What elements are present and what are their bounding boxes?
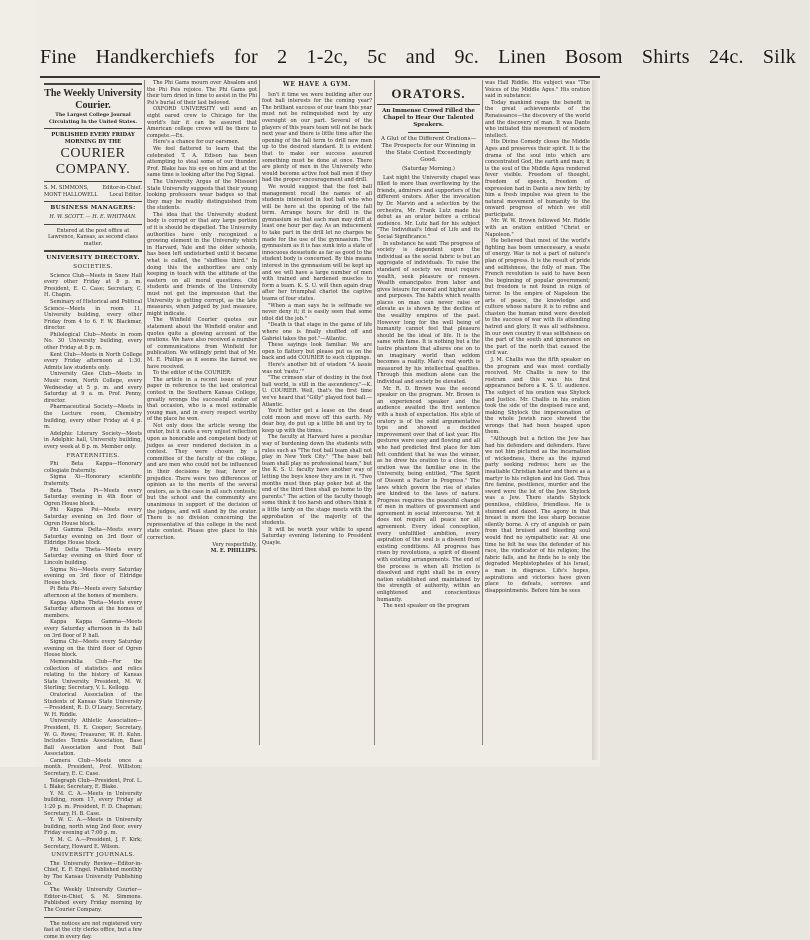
directory-entry: Sigma Nu—Meets every Saturday evening on 3rd floor of Eldridge House block. [44,566,142,586]
column-orators-continued [485,80,590,750]
directory-entry: Phi Delta Theta—Meets every Saturday evening on third floor of Lincoln building. [44,546,142,567]
article-paragraph: The Winfield Courier quotes our statement about the Winfield orator and quotes quite a glowing account of the orations. We have also received a number of communications from Winfield for publication. We willingly print that of Mr. M. E. Phillips as it seems the fairest we have received. [147,317,257,370]
article-paragraph: The Phi Gams mourn over Absalom and the Phi Psis rejoice. The Phi Gams got their turn dried in time to assist in the Phi Psi's burial of their last beloved. [147,80,257,106]
article-paragraph: In substance he said: The progress of society is dependent upon the individual as the social fabric is but an aggregate of individuals. To raise the standard of society we must require wealth, seek pleasure or renown. Wealth emancipates from labor and gives leisure for moral and higher aims and purposes. The habits which wealth places on man can never raise or elevate as is shown by the decline of the wealthy empires of the past. However long for the well being of humanity cannot feel that pleasure should be the ideal of life. It is the same with fame. It is nothing but a the lustre phantom that allures one on to an imaginary world than seldom becomes a reality. Man's real worth is measured by his intellectual qualities. Through this medium alone can the individual and society be elevated. [377,240,480,385]
headline-orators: ORATORS. [391,86,466,101]
divider [377,104,480,105]
article-paragraph: Here's a chance for our oarsmen. [153,139,240,146]
fraternities-heading: FRATERNITIES. [66,452,120,459]
banner-word: 24c. [708,46,744,68]
divider [44,83,142,85]
banner-word: Silk [762,46,796,68]
article-paragraph: The article in a recent issue of your paper in reference to the last oratorical contest in the Southern Kansas College, greatly wrongs the successful orator of that occasion, who is a most estimable young man, and in every respect worthy of the place he won. [147,376,257,423]
article-paragraph: We would suggest that the foot ball management recall the names of all students interested in foot ball who who will be here at the opening of the fall term. Arrange hours for drill in the gymnasium so that each man may drill at least one hour per day. As an inducement to take part in the drill let no charges be made for the use of the gymnasium. The gymnasium as it is has sunk into a state of innocuous desuetude as far as good to the student body is concerned. By this means interest in the gymnasium will be kept up and we will have a large number of men with trained and hardened muscles to form a team. K. S. U. will then again drag after her triumphal chariot the captive teams of four states. [262,183,372,302]
article-paragraph: The next speaker on the program [383,603,470,610]
banner-word: 1-2c, [306,46,349,68]
column-gym [262,80,372,750]
masthead-subtitle: The Largest College Journal Circulating In the United States. [48,112,138,125]
directory-entry: The Weekly University Courier—Editor-in-Chief, S. M. Simmons. Published every Friday morning by The Courier Company. [44,887,142,913]
directory-entry: Camera Club—Meets once a month. President, Prof. Williston; Secretary, E. C. Case. [44,757,142,778]
column-orators [377,80,480,750]
article-paragraph: We feel flattered to learn that the celebrated T. A. Edison has been attempting to steal some of our thunder. Prof. Blake has his eye on him and at the same time is looking after the Fog Signal. [147,145,257,179]
directory-entry: Seminary of Historical and Political Science—Meets in room 11, University building, every other Friday from 4 to 6. F. W. Blackmar, director. [44,298,142,332]
directory-entry: Philological Club—Meets in room No. 30 University building, every other Friday at 8 p. m. [44,331,142,352]
masthead-title: The Weekly University Courier. [44,88,142,111]
directory-entry: Adelphic Literary Society—Meets in Adelphic hall, University building, every week at 8 p. m. Member only. [44,430,142,450]
article-paragraph: "When a man says he is selfmade we never deny it; it is easily seen that some idiot did the job." [262,302,372,322]
divider [44,128,142,129]
directory-entry: Y. M. C. A.—Meets in University building, room 17, every Friday at 1:20 p. m. President, F. D. Chapman; Secretary, H. B. Case. [44,790,142,817]
divider [44,181,142,182]
article-paragraph: Last night the University chapel was filled to more than overflowing by the friends, admirers and supporters of the different orators. After the invocation by Dr. Marvin and a selection by the orchestra, Mr. Frank Lutz made his debut as an orator before a critical audience. Mr. Lutz had for his subject "The Individual's Ideal of Life and its Social Significance." [377,174,480,240]
entered-notice: Entered at the post office at Lawrence, Kansas, as second class matter. [48,227,138,247]
banner-word: Fine [40,46,77,68]
banner-word: Shirts [641,46,690,68]
company-name: COURIER COMPANY. [55,146,131,178]
footer-note: The notices are not registered very fast at the city clerks office, but a few come in every day. [44,920,142,940]
top-rule [40,76,600,78]
advertisement-banner [40,46,796,72]
article-paragraph: It will be worth your while to spend Saturday evening listening to President Quayle. [262,526,372,546]
staff-name: MONT HALLOWELL [44,191,98,198]
banner-word: 9c. [454,46,479,68]
directory-entry: Kent Club—Meets in North College every Friday afternoon at 1:30. Admits law students only. [44,351,142,371]
closing-line: Very respectfully, [212,541,257,548]
banner-word: for [233,46,258,68]
directory-entry: Memorabilia Club—For the collection of statistics and relics relating to the history of Kansas State University. President, M. W. Sterling; Secretary, V. L. Kellogg. [44,658,142,692]
directory-entry: University Athletic Association—President, H. E. Cooper; Secretary, W. G. Rowe; Treasurer, W. H. Kuhn. Includes Tennis Association, Base Ball Association and Foot Ball Association. [44,718,142,758]
article-paragraph: Here's another bit of wisdom "A lassie was not 'rastu.'" [262,361,372,375]
byline: (Saturday Morning.) [402,166,455,172]
directory-entry: Sigma Chi—Meets every Saturday evening on the third floor of Ogren House block. [44,639,142,659]
article-paragraph: OXFORD UNIVERSITY will send an eight oared crew to Chicago for the world's fair it can be assured that American college crews will be there to compete.—Ex. [147,106,257,139]
article-paragraph: These sayings look familiar. We are open to flattery but please put us on the back and add COURIER to such clippings. [262,342,372,362]
article-paragraph: Isn't it time we were building after our foot ball interests for the coming year? The brilliant success of our team this year must not be relinquished next by any oversight on our part. Several of the players of this years team will not be back next year and there is little time after the opening of the fall term to drill new men up to the desired standard. It is evident that to make our success assured something must be done at once. There are plenty of men in the University who would become active foot ball men if they had the proper encouragement and drill. [262,91,372,184]
article-paragraph: Mr. W. W. Brown followed Mr. Riddle with an oration entitled "Christ or Napoleon." [485,218,590,238]
banner-word: 2 [277,46,288,68]
article-paragraph: Mr. R. D. Brown was the second speaker on the program. Mr. Brown is an experienced speaker and the audience awaited the first sentence with a hush of expectation. His style of oratory is of the solid argumentative type and showed a decided improvement over that of last year. His gestures were easy and flowing and all who had predicted first place for him felt confident that he was the winner, as he drew his oration to a close. His oration was the familiar one in the University, being entitled, "The Spirit of Dissent a Factor in Progress." The laws which govern the rise of states are kindred to the laws of nature. Progress requires the peaceful change of men in matters of government and agreement in social intercourse. Yet it does not require all peace nor all agreement. Every ideal conception, every unfulfilled ambition, every aspiration of the soul is a dissent from existing conditions. All progress has risen by revolutions, a spirit of dissent with existing arrangements. The end of the process is when all friction is dissolved and right shall be in every nation established and maintained by the strength of authority, within an enlightened and conscientious humanity. [377,385,480,603]
directory-entry: Sigma Xi—Honorary scientific fraternity. [44,474,142,487]
signature: M. E. PHILLIPS. [210,548,257,555]
article-paragraph: He believed that most of the world's fighting has been unnecessary, a waste of energy. War is not a part of nature's plan of progress. It is the result of pride and selfishness, the folly of man. The French revolution is said to have been the beginning of popular government; but freedom is not found in reign of terror. In the empire of Napoleon the arts of peace, the knowledge and culture whose nature it is to refine and chasten the human mind were devoted to the success of war with its attending hatred and glory. It was all selfishness. In our own country it was selfishness on the part of the south and ignorance on the part of the north that caused the civil war. [485,238,590,357]
directory-entry: Telegraph Club—President, Prof. L. I. Blake; Secretary, E. Blake. [44,777,142,791]
article-paragraph: The University Argus of the Missouri State University suggests that their young looking professors wear badges so that they may be readily distinguished from the students. [147,178,257,212]
article-paragraph: The idea that the University student body is corrupt or that any large portion of it is should be dispelled. The University authorities have only recognized a growing element in the University which in Harvard, Yale and the older schools, has been left undisturbed until it became what is called, the "sluffless third." In doing this the authorities are only keeping in touch with the attitude of the eastern on all moral questions. Old students and friends of the University must not get the impression that the University is getting corrupt, as the late measures, when judged by just measure, might indicate. [147,211,257,317]
directory-entry: Pi Beta Phi—Meets every Saturday afternoon at the homes of members. [44,586,142,600]
directory-entry: Phi Beta Kappa—Honorary collegiate fraternity. [44,461,142,474]
article-paragraph: "Although but a fiction the Jew has had his defenders and defenders. Have we not him pictured as the incarnation of wickedness, there as the injured party seeking redress; here as the insatiable Christian hater and there as a martyr to his religion and his God. Thus fire famine, pestilence, murder and the sword were the lot of the Jew. Shylock was a Jew. There stands Shylock penniless, childless, friendless. He is stunned and dazed. The agony in that breast is more the less sharp because silently borne. A cry of anguish or pain from that bruised and bleeding soul would find no sympathetic ear. At one time he felt he was the defender of his race, the vindicator of his religion; the fabric falls, and he finds he is only the degraded Mephistopheles of his Israel, a man in disgrace. Life's hopes, aspirations and victories have given place to defeats, sorrows and disappointments. Before him he sees [485,436,590,594]
page-edge [592,80,600,760]
headline-gym: WE HAVE A GYM. [283,81,351,88]
business-names: H. W. SCOTT. — H. E. WHITMAN. [49,213,137,220]
business-heading: BUSINESS MANAGERS: [50,205,136,212]
directory-heading: UNIVERSITY DIRECTORY. [46,255,140,262]
directory-entry: Beta Theta Pi—Meets every Saturday evening in 4th floor of Ogren House block. [44,487,142,507]
article-paragraph: Not only does the article wrong the orator, but it casts a very unjust reflection upon as honorable and competent body of judges as ever rendered decision in a contest. They were chosen by a committee of the faculty of the college, and are men who could not be influenced in their decisions by fear, favor or prejudice. There were two differences of opinion as to the merits of the several orators, as is the case in all such contests; but the school and the community are unanimous in support of the decision of the judges, and will stand by the orator. There is no division concerning the representative of this college in the next state contest. Please give place to this correction. [147,422,257,541]
staff-name: S. M. SIMMONS, [44,185,89,192]
directory-entry: The University Review—Editor-in-Chief, E. F. Engel. Published monthly by The Kansas University Publishing Co. [44,860,142,887]
divider [44,917,142,918]
divider [408,132,449,133]
directory-entry: Y. W. C. A.—Meets in University building, north wing 2nd floor, every Friday evening at 7:00 p. m. [44,817,142,837]
societies-heading: SOCIETIES. [73,263,113,270]
column-rule [374,80,375,745]
divider [44,201,142,202]
article-paragraph: The faculty at Harvard have a peculiar way of burdening down the students with rules such as "The foot ball team shall not play in New York City." "The base ball team shall play no professional team," but the K. S. U. faculty have another way of letting the boys know they are in it. "Two months must then play poker but at the end of the third then shall go home to thy parents." The action of the faculty though some think it too harsh and others think it a little tardy on the stage meets with the approbation of the majority of the students. [262,434,372,527]
directory-entry: Phi Kappa Psi—Meets every Saturday evening on 3rd floor of Ogren House block. [44,507,142,527]
headline-deck: An Immense Crowd Filled the Chapel to Hear Our Talented Speakers. [382,108,475,128]
article-paragraph: J. M. Challis was the fifth speaker on the program and was most cordially received. Mr. Challis is new to the rostrum and this was his first appearance before a K. S. U. audience. The subject of his oration was Shylock and Justice. Mr. Challis in his oration took the side of the despised race and, making Shylock the impersonation of the whole Jewish race showed the wrongs that had been heaped upon them. [485,356,590,436]
directory-entry: Oratorical Association of the Students of Kansas State University—President, R. D. O'Leary; Secretary, W. H. Riddle. [44,691,142,718]
directory-entry: Y. M. C. A.—President, J. F. Kirk; Secretary, Howard E. Wilson. [44,837,142,850]
staff-role: Local Editor. [109,191,142,198]
article-paragraph: "The crimson star of destiny in the foot ball world, is still in the ascendency."—K. U. COURIER. Well, that's the first time we've heard that "Gilly" played foot ball.—Atlantic. [262,375,372,408]
directory-entry: Phi Gamma Delta—Meets every Saturday evening on 3rd floor of Eldridge House block. [44,527,142,547]
staff-row [44,192,142,199]
directory-entry: Science Club—Meets in Snow Hall every other Friday at 8 p. m. President, E. C. Case; Secretary, C. H. Chapin. [44,272,142,299]
directory-entry: Kappa Kappa Gamma—Meets every Saturday afternoon in its hall on 3rd floor of P. hall. [44,619,142,639]
article-paragraph: His Divine Comedy closes the Middle Ages and preserves their spirit. It is the drama of the soul into which are concentrated God, the earth and man; it is the soul of the Middle Ages rendered fever visible. Freedom of thought, freedom of speech, freedom of expression had in Dante a new birth; by him a fresh impulse was given to the natural movement of humanity to the onward progress of which we still participate. [485,139,590,218]
divider [44,224,142,225]
article-paragraph: To the editor of the COURIER: [153,370,232,377]
column-rule [259,80,260,745]
article-paragraph: was Hall Riddle. His subject was "The Voices of the Middle Ages." His oration said in substance: [485,80,590,100]
divider [44,250,142,252]
column-rule [144,80,145,745]
column-masthead-directory [44,80,142,940]
column-rule [482,80,483,745]
article-paragraph: "Death is that stage in the game of life where one is finally shuffled off and Gabriel takes the pot."—Atlantic. [262,322,372,342]
staff-row [44,185,142,192]
headline-deck: A Glut of the Different Orations—The Prospects for our Winning in the State Contest Exceedingly Good. [380,136,477,163]
published-line: PUBLISHED EVERY FRIDAY MORNING BY THE [51,132,135,146]
page-margin [0,0,36,767]
banner-word: Linen [498,46,546,68]
banner-word: 5c [367,46,387,68]
banner-word: and [405,46,436,68]
banner-word: Bosom [564,46,623,68]
journals-heading: UNIVERSITY JOURNALS. [51,852,135,859]
article-paragraph: Today mankind reaps the benefit in the great achievements of the Renaissance—the discovery of the world and the discovery of man. It was Dante who initiated this movement of modern intellect. [485,99,590,139]
article-paragraph: You'd better get a lease on the dead cold moon and move off this earth. My dear boy, do put up a little bit and try to keep up with the times. [262,408,372,434]
banner-word: Handkerchiefs [95,46,215,68]
directory-entry: Kappa Alpha Theta—Meets every Saturday afternoon at the homes of members. [44,599,142,619]
staff-role: Editor-in-Chief. [102,185,142,192]
column-editorials [147,80,257,750]
directory-entry: University Glee Club—Meets in Music room, North College, every Wednesday at 5 p. m. and every Saturday at 9 a. m. Prof. Penny, director. [44,371,142,404]
directory-entry: Pharmaceutical Society—Meets in the Lecture room, Chemistry building, every other Friday at 4 p. m. [44,404,142,431]
